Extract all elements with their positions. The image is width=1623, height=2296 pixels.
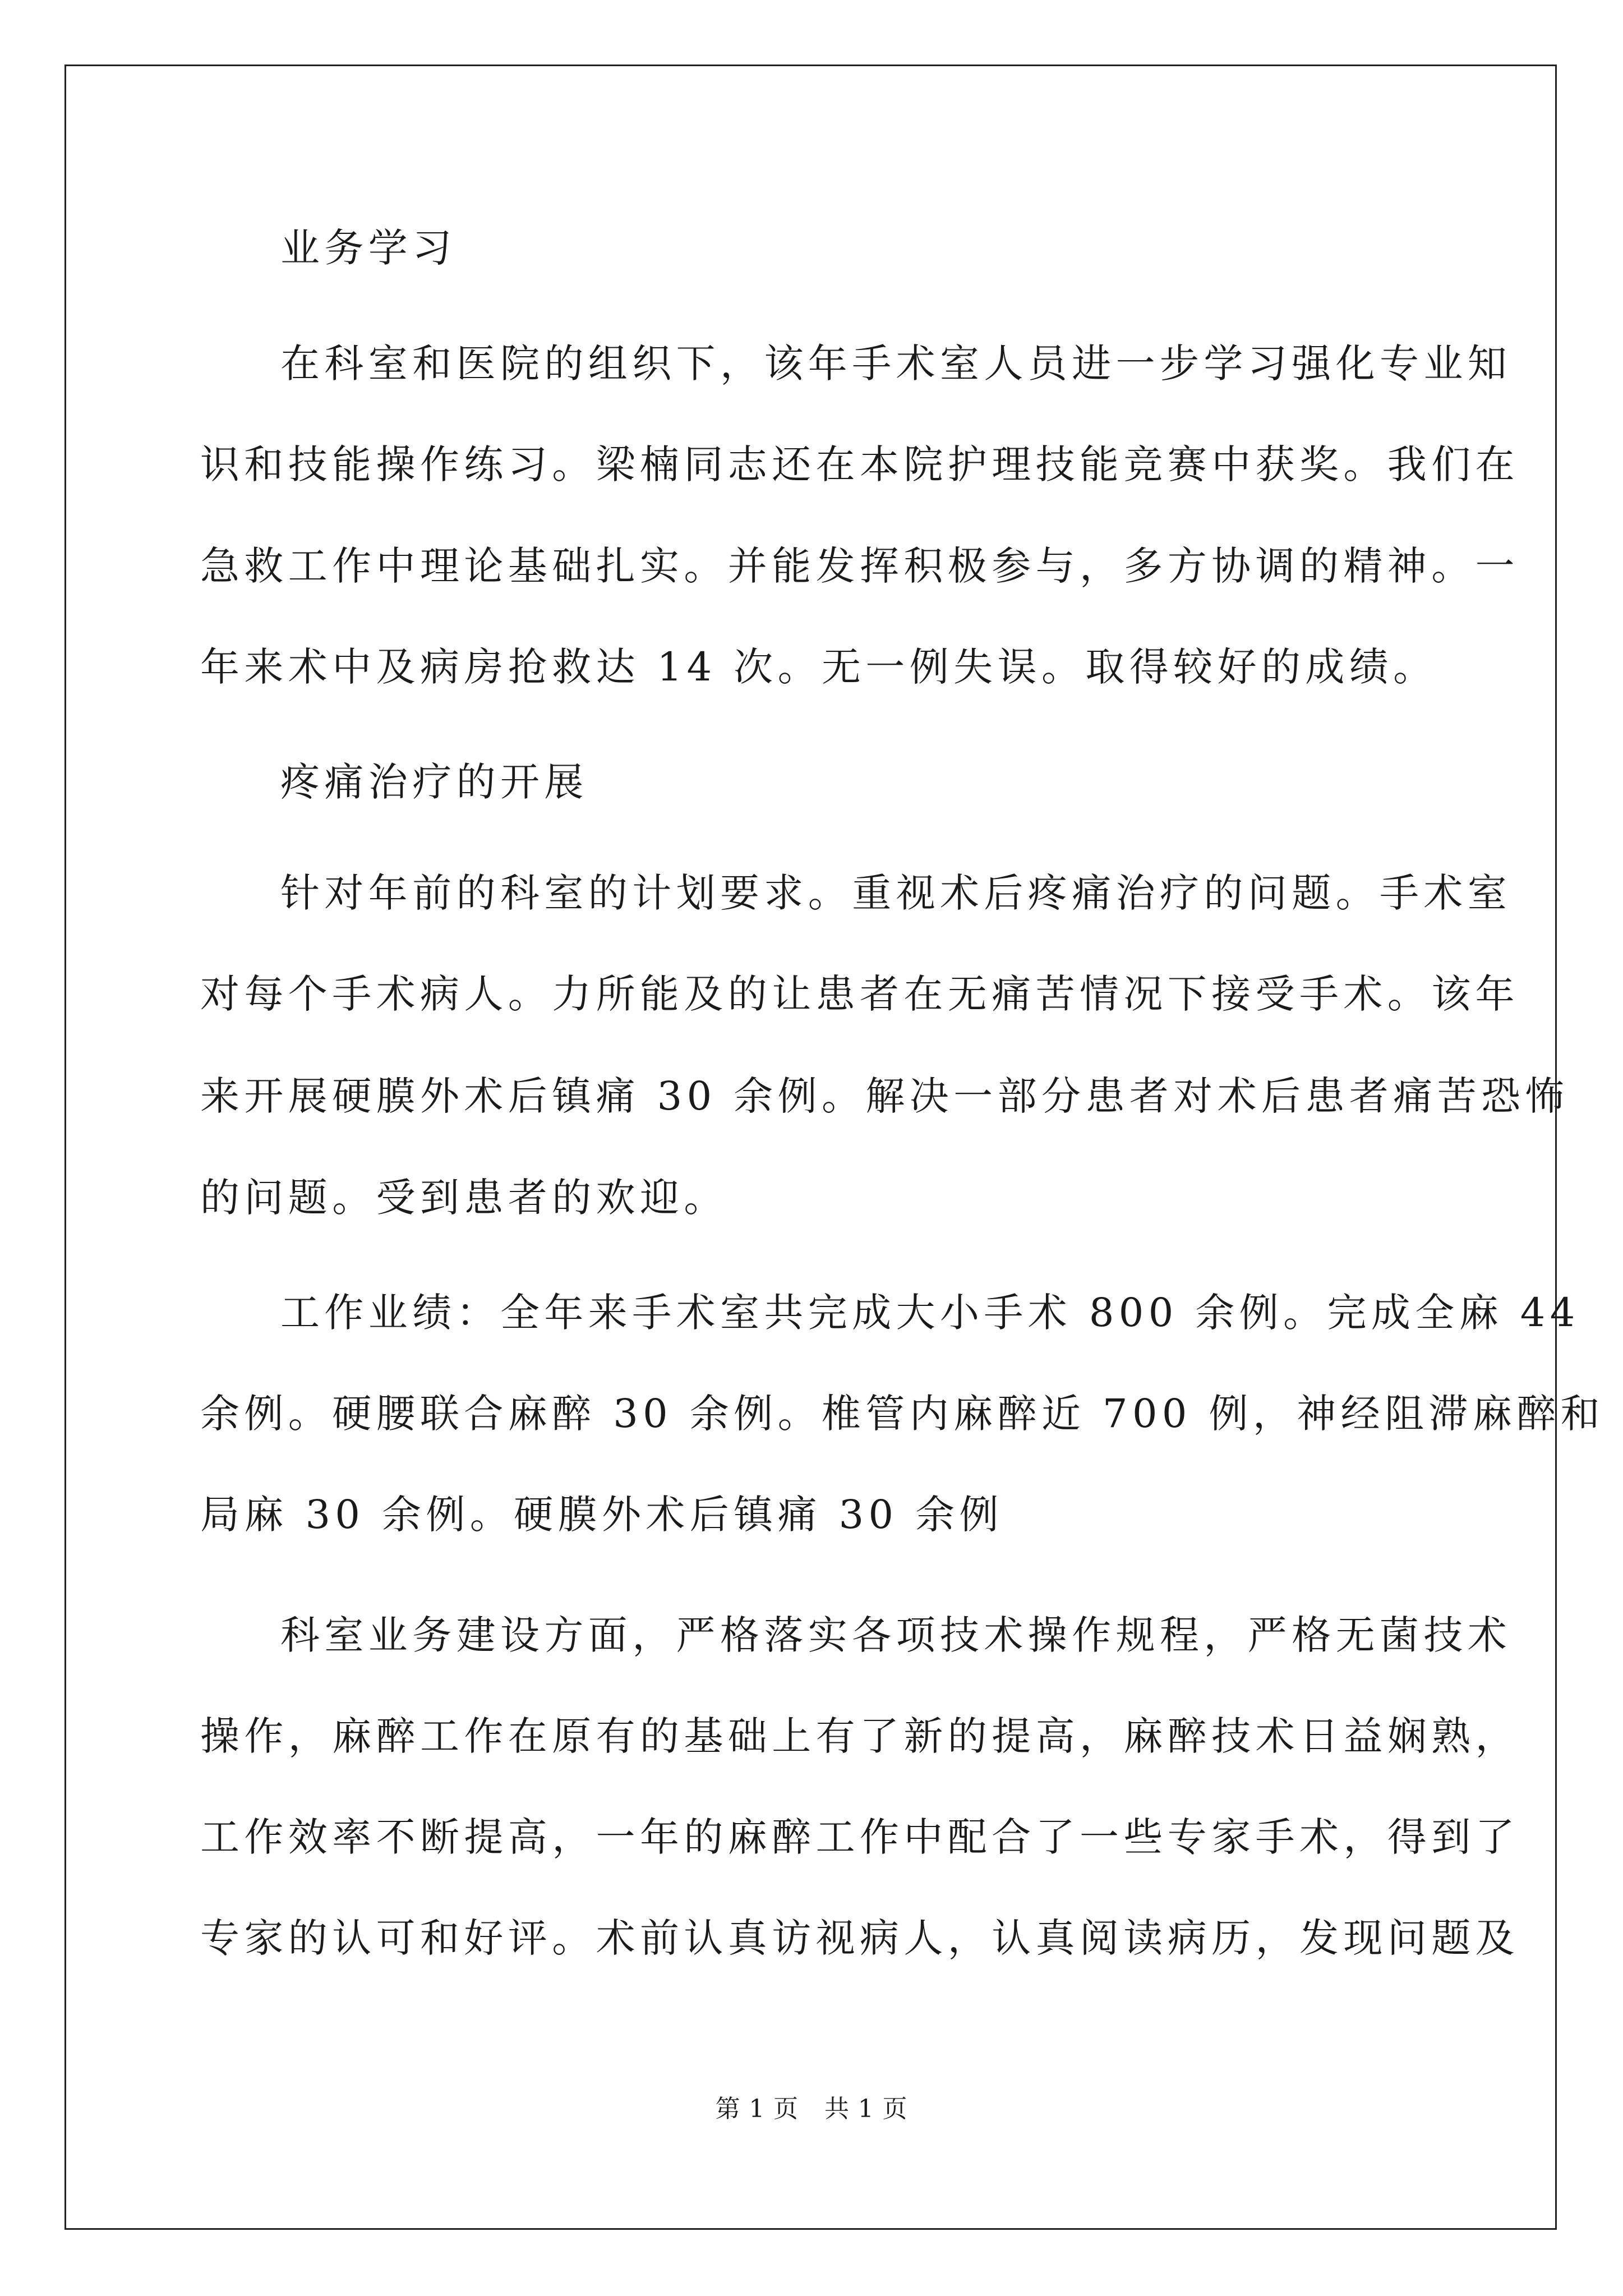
- page-number: 第 1 页: [715, 2095, 799, 2123]
- page-total: 共 1 页: [824, 2095, 908, 2123]
- heading-business-study: 业务学习: [280, 225, 457, 271]
- page-border: [64, 65, 1605, 2230]
- paragraph-line: 操作，麻醉工作在原有的基础上有了新的提高，麻醉技术日益娴熟，: [200, 1713, 1519, 1759]
- paragraph-line: 科室业务建设方面，严格落实各项技术操作规程，严格无菌技术: [280, 1612, 1512, 1658]
- paragraph-line: 年来术中及病房抢救达 14 次。无一例失误。取得较好的成绩。: [200, 644, 1437, 690]
- paragraph-line: 工作业绩：全年来手术室共完成大小手术 800 余例。完成全麻 44: [280, 1290, 1580, 1336]
- heading-pain-treatment: 疼痛治疗的开展: [280, 759, 588, 805]
- paragraph-line: 来开展硬膜外术后镇痛 30 余例。解决一部分患者对术后患者痛苦恐怖: [200, 1073, 1569, 1119]
- paragraph-line: 局麻 30 余例。硬膜外术后镇痛 30 余例: [200, 1492, 1003, 1538]
- paragraph-line: 的问题。受到患者的欢迎。: [200, 1175, 728, 1221]
- paragraph-line: 对每个手术病人。力所能及的让患者在无痛苦情况下接受手术。该年: [200, 971, 1519, 1017]
- paragraph-line: 工作效率不断提高，一年的麻醉工作中配合了一些专家手术，得到了: [200, 1814, 1519, 1860]
- paragraph-line: 急救工作中理论基础扎实。并能发挥积极参与，多方协调的精神。一: [200, 543, 1519, 589]
- paragraph-line: 针对年前的科室的计划要求。重视术后疼痛治疗的问题。手术室: [280, 870, 1512, 916]
- paragraph-line: 识和技能操作练习。梁楠同志还在本院护理技能竞赛中获奖。我们在: [200, 441, 1519, 487]
- paragraph-line: 在科室和医院的组织下，该年手术室人员进一步学习强化专业知: [280, 341, 1512, 386]
- paragraph-line: 余例。硬腰联合麻醉 30 余例。椎管内麻醉近 700 例，神经阻滞麻醉和: [200, 1391, 1605, 1437]
- paragraph-line: 专家的认可和好评。术前认真访视病人，认真阅读病历，发现问题及: [200, 1915, 1519, 1961]
- page-footer: [0, 2095, 1623, 2123]
